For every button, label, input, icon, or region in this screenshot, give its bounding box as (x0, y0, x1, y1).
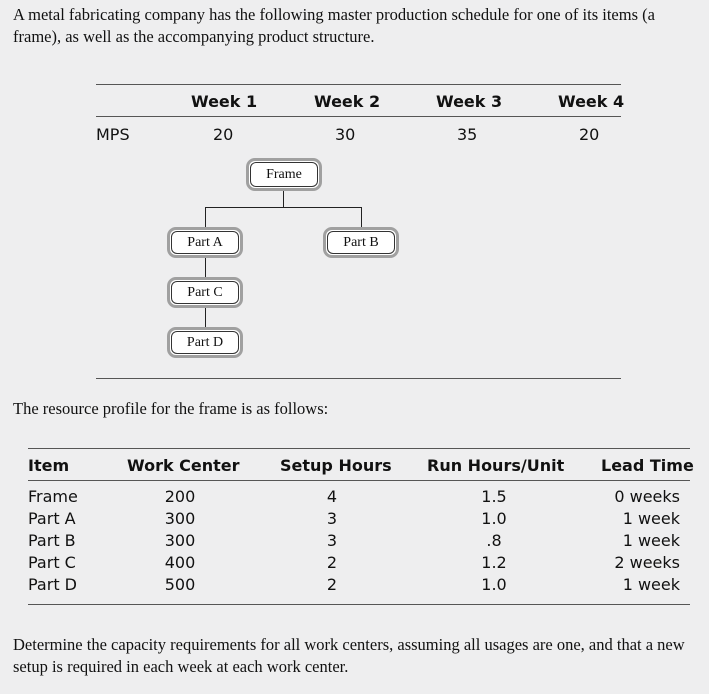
rt-cell-lead-time: 1 week (622, 531, 680, 550)
connector-to-part-a (205, 207, 206, 227)
rt-cell-item: Frame (28, 487, 78, 506)
node-part-d-label: Part D (186, 334, 224, 350)
node-part-a-label: Part A (187, 234, 223, 250)
rt-header-run-hours: Run Hours/Unit (427, 456, 565, 475)
node-part-d (167, 327, 243, 358)
connector-to-part-b (361, 207, 362, 227)
node-frame-label: Frame (266, 166, 302, 182)
mps-header-week-1: Week 1 (191, 92, 258, 111)
rt-cell-work-center: 300 (164, 509, 196, 528)
mps-header-week-4: Week 4 (558, 92, 625, 111)
rt-cell-setup-hours: 2 (326, 575, 338, 594)
intro-paragraph: A metal fabricating company has the following master production schedule for one of its items (a frame), as well as the accompanying product structure. (13, 5, 655, 46)
rt-cell-item: Part B (28, 531, 76, 550)
rt-cell-item: Part C (28, 553, 76, 572)
rt-header-rule (28, 480, 690, 481)
rt-cell-lead-time: 0 weeks (614, 487, 680, 506)
rt-header-lead-time: Lead Time (601, 456, 694, 475)
rt-cell-run-hours: 1.0 (481, 509, 507, 528)
rt-cell-setup-hours: 3 (326, 531, 338, 550)
resource-profile-text: The resource profile for the frame is as follows: (13, 399, 329, 418)
mps-header-rule (96, 116, 621, 117)
rt-cell-run-hours: 1.0 (481, 575, 507, 594)
rt-cell-setup-hours: 3 (326, 509, 338, 528)
rt-cell-work-center: 200 (164, 487, 196, 506)
mps-value-week-2: 30 (335, 125, 356, 144)
rt-cell-work-center: 500 (164, 575, 196, 594)
mps-value-week-4: 20 (579, 125, 600, 144)
connector-c-to-d (205, 308, 206, 327)
rt-cell-item: Part D (28, 575, 77, 594)
rt-cell-lead-time: 1 week (622, 509, 680, 528)
rt-top-rule (28, 448, 690, 449)
node-part-a (167, 227, 243, 258)
rt-bottom-rule (28, 604, 690, 605)
node-part-c (167, 277, 243, 308)
node-part-c-label: Part C (187, 284, 223, 300)
rt-cell-setup-hours: 2 (326, 553, 338, 572)
rt-header-item: Item (28, 456, 70, 475)
connector-a-to-c (205, 258, 206, 277)
node-part-b (323, 227, 399, 258)
rt-header-work-center: Work Center (127, 456, 240, 475)
rt-cell-run-hours: .8 (486, 531, 502, 550)
rt-cell-work-center: 300 (164, 531, 196, 550)
mps-header-week-2: Week 2 (314, 92, 381, 111)
mps-top-rule (96, 84, 621, 85)
rt-cell-item: Part A (28, 509, 76, 528)
node-part-b-label: Part B (343, 234, 379, 250)
connector-frame-down (283, 191, 284, 207)
mps-row-label: MPS (96, 125, 130, 144)
rt-cell-work-center: 400 (164, 553, 196, 572)
mps-header-week-3: Week 3 (436, 92, 503, 111)
node-frame (246, 158, 322, 191)
rt-cell-lead-time: 1 week (622, 575, 680, 594)
rt-cell-setup-hours: 4 (326, 487, 338, 506)
rt-cell-run-hours: 1.2 (481, 553, 507, 572)
rt-cell-lead-time: 2 weeks (614, 553, 680, 572)
tree-bottom-rule (96, 378, 621, 379)
connector-horizontal (205, 207, 362, 208)
mps-value-week-1: 20 (213, 125, 234, 144)
mps-value-week-3: 35 (457, 125, 478, 144)
rt-cell-run-hours: 1.5 (481, 487, 507, 506)
final-paragraph: Determine the capacity requirements for all work centers, assuming all usages are one, and that a new setup is required in each week at each work center. (13, 635, 685, 676)
rt-header-setup-hours: Setup Hours (280, 456, 392, 475)
